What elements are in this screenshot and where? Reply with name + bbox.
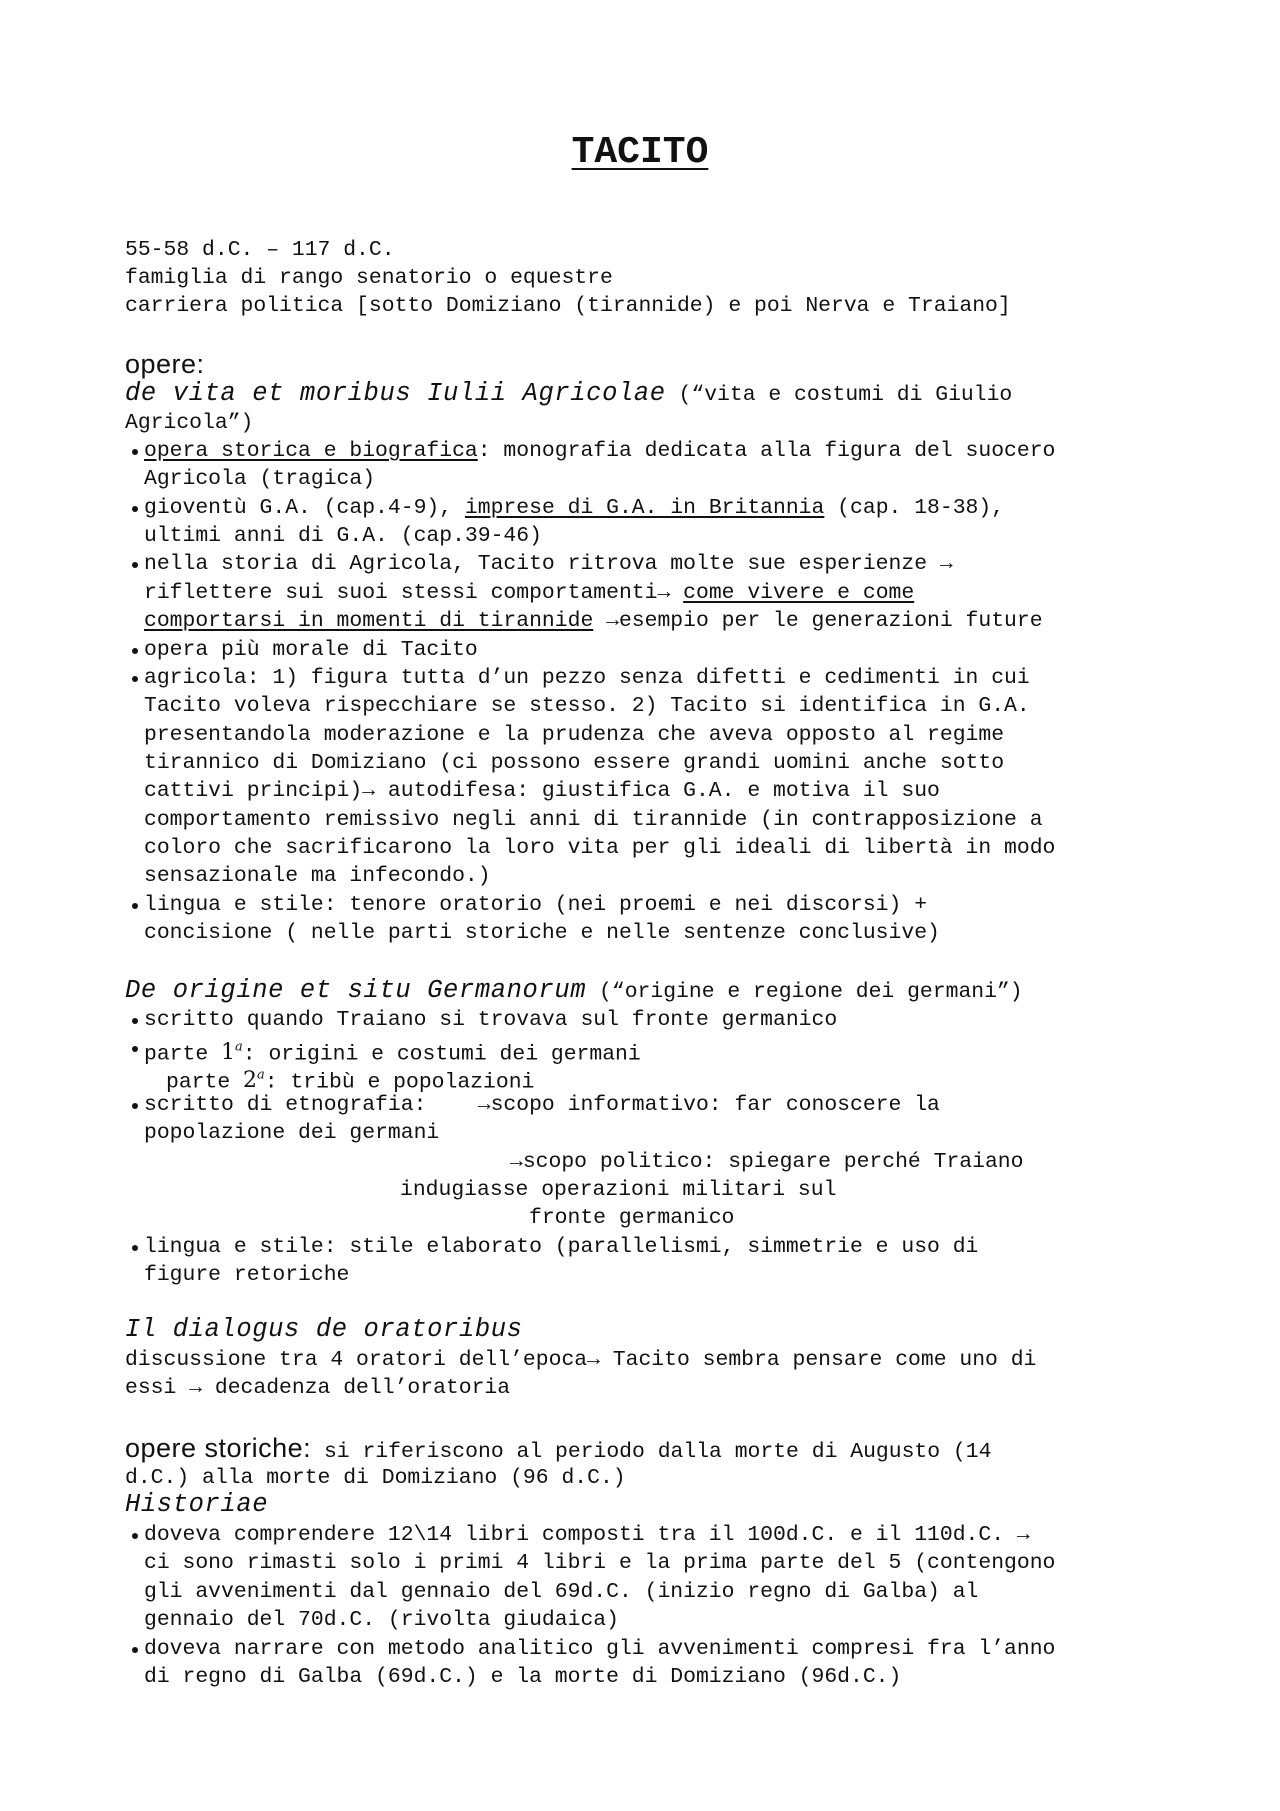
agricola-bullet-3-cont <box>144 579 914 607</box>
agricola-bullet-3-cont-2 <box>144 607 1043 635</box>
agricola-bullet-1 <box>144 437 1055 465</box>
agricola-bullet-6: lingua e stile: tenore oratorio (nei proemi e nei discorsi) + <box>144 891 927 919</box>
agricola-bullet-5: agricola: 1) figura tutta d’un pezzo senza difetti e cedimenti in cui <box>144 664 1030 692</box>
germania-subtitle: (“origine e regione dei germani”) <box>586 980 1023 1004</box>
agricola-bullet-5-cont: coloro che sacrificarono la loro vita per gli ideali di libertà in modo <box>144 836 1056 860</box>
storiche-intro: si riferiscono al periodo dalla morte di Augusto (14 <box>311 1440 992 1464</box>
storiche-heading-line <box>125 1434 991 1466</box>
agricola-bullet-3: nella storia di Agricola, Tacito ritrova molte sue esperienze → <box>144 550 953 578</box>
dates-line: 55-58 d.C. – 117 d.C. <box>125 238 395 262</box>
agricola-bullet-5-cont: tirannico di Domiziano (ci possono essere grandi uomini anche sotto <box>144 751 1005 775</box>
historiae-bullet-1-cont: gli avvenimenti dal gennaio del 69d.C. (inizio regno di Galba) al <box>144 1580 979 1604</box>
germania-bullet-4: lingua e stile: stile elaborato (parallelismi, simmetrie e uso di <box>144 1233 978 1261</box>
historiae-bullet-1-cont: ci sono rimasti solo i primi 4 libri e la prima parte del 5 (contengono <box>144 1551 1056 1575</box>
family-line: famiglia di rango senatorio o equestre <box>125 266 613 290</box>
germania-bullet-3-cont: indugiasse operazioni militari sul <box>400 1178 837 1202</box>
bullet-text: riflettere sui suoi stessi comportamenti→ <box>144 581 684 605</box>
agricola-bullet-2-cont: ultimi anni di G.A. (cap.39-46) <box>144 524 542 548</box>
bullet-text: (cap. 18-38), <box>824 496 1005 520</box>
agricola-bullet-5-cont: Tacito voleva rispecchiare se stesso. 2) Tacito si identifica in G.A. <box>144 694 1030 718</box>
dialogus-title: Il dialogus de oratoribus <box>125 1315 523 1344</box>
underlined-text: opera storica e biografica <box>144 439 478 463</box>
agricola-bullet-5-cont: sensazionale ma infecondo.) <box>144 864 491 888</box>
agricola-bullet-1-cont: Agricola (tragica) <box>144 467 376 491</box>
storiche-heading: opere storiche: <box>125 1433 312 1463</box>
bullet-text: : origini e costumi dei germani <box>242 1042 641 1067</box>
bullet-text: parte <box>166 1070 244 1095</box>
ordinal-suffix: a <box>235 1040 243 1055</box>
bullet-text: parte <box>144 1042 222 1067</box>
historiae-bullet-1-cont: gennaio del 70d.C. (rivolta giudaica) <box>144 1608 619 1632</box>
storiche-line-2: d.C.) alla morte di Domiziano (96 d.C.) <box>125 1466 626 1490</box>
underlined-text: comportarsi in momenti di tirannide <box>144 609 594 633</box>
page-title: TACITO <box>571 131 709 174</box>
germania-bullet-3-cont: →scopo politico: spiegare perché Traiano <box>510 1150 1024 1174</box>
dialogus-line-2: essi → decadenza dell’oratoria <box>125 1376 511 1400</box>
ordinal-suffix: a <box>257 1068 265 1083</box>
ordinal-digit: 2 <box>243 1068 258 1094</box>
germania-bullet-3-cont: fronte germanico <box>529 1206 735 1230</box>
agricola-subtitle: (“vita e costumi di Giulio <box>665 383 1013 407</box>
germania-title-line <box>125 977 1023 1006</box>
agricola-bullet-5-cont: comportamento remissivo negli anni di tirannide (in contrapposizione a <box>144 808 1043 832</box>
agricola-title: de vita et moribus Iulii Agricolae <box>125 379 666 408</box>
germania-title: De origine et situ Germanorum <box>125 976 587 1005</box>
opere-heading: opere: <box>125 349 205 379</box>
underlined-text: imprese di G.A. in Britannia <box>464 496 825 520</box>
agricola-bullet-5-cont: cattivi principi)→ autodifesa: giustifica G.A. e motiva il suo <box>144 779 940 803</box>
bullet-text: →esempio per le generazioni future <box>593 609 1043 633</box>
germania-bullet-4-cont: figure retoriche <box>144 1263 350 1287</box>
bullet-text: gioventù G.A. (cap.4-9), <box>144 496 465 520</box>
agricola-title-line <box>125 380 1012 409</box>
dialogus-line-1: discussione tra 4 oratori dell’epoca→ Tacito sembra pensare come uno di <box>125 1348 1037 1372</box>
historiae-title: Historiae <box>125 1490 269 1519</box>
historiae-bullet-2: doveva narrare con metodo analitico gli avvenimenti compresi fra l’anno <box>144 1635 1055 1663</box>
agricola-bullet-4: opera più morale di Tacito <box>144 636 478 664</box>
germania-bullet-3-cont: popolazione dei germani <box>144 1121 440 1145</box>
agricola-subtitle-cont: Agricola”) <box>125 411 254 435</box>
germania-bullet-3: scritto di etnografia: →scopo informativo: far conoscere la <box>144 1091 940 1119</box>
career-line: carriera politica [sotto Domiziano (tirannide) e poi Nerva e Traiano] <box>125 294 1011 318</box>
agricola-bullet-6-cont: concisione ( nelle parti storiche e nelle sentenze conclusive) <box>144 921 940 945</box>
ordinal-digit: 1 <box>221 1040 236 1066</box>
bullet-text: : monografia dedicata alla figura del suocero <box>477 439 1056 463</box>
agricola-bullet-2 <box>144 494 1004 522</box>
historiae-bullet-1: doveva comprendere 12\14 libri composti tra il 100d.C. e il 110d.C. → <box>144 1521 1030 1549</box>
historiae-bullet-2-cont: di regno di Galba (69d.C.) e la morte di Domiziano (96d.C.) <box>144 1665 902 1689</box>
bullet-text: : tribù e popolazioni <box>264 1070 535 1095</box>
agricola-bullet-5-cont: presentandola moderazione e la prudenza che aveva opposto al regime <box>144 723 1005 747</box>
germania-bullet-1: scritto quando Traiano si trovava sul fronte germanico <box>144 1006 837 1034</box>
ordinal-number <box>243 1068 265 1093</box>
underlined-text: come vivere e come <box>683 581 915 605</box>
